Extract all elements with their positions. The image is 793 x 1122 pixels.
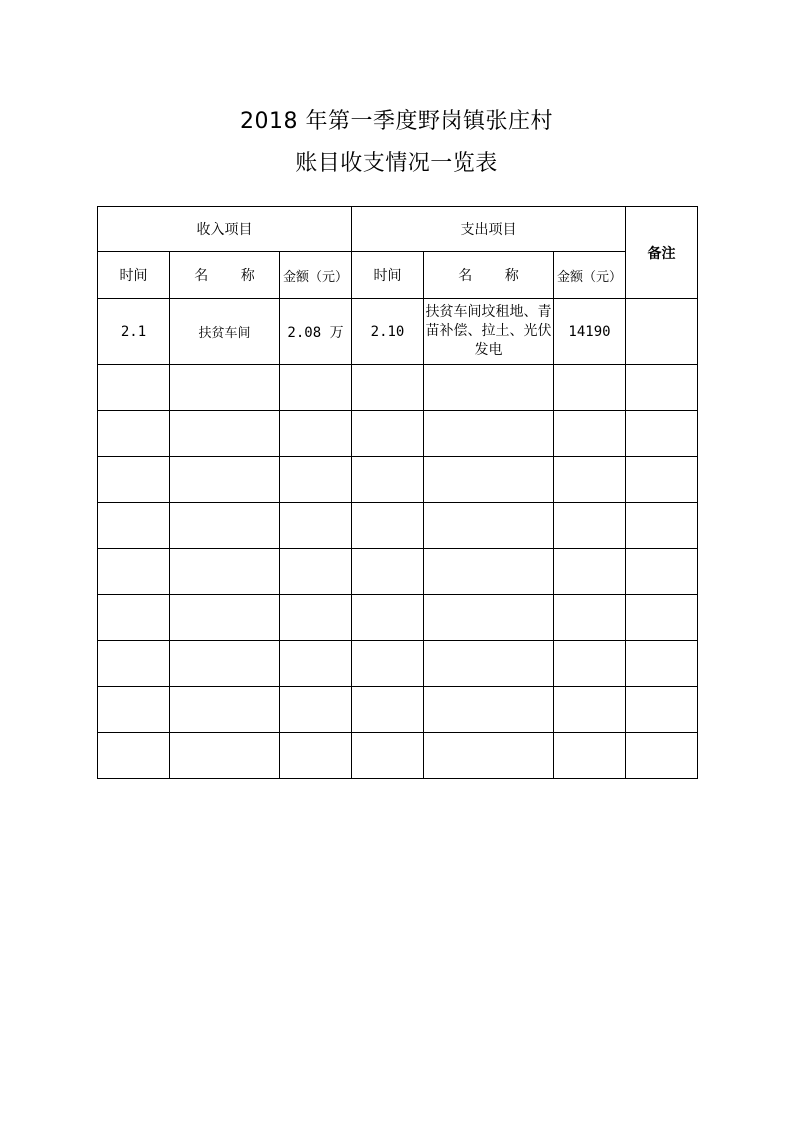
empty-cell xyxy=(280,411,352,457)
empty-cell xyxy=(170,549,280,595)
empty-cell xyxy=(424,503,554,549)
empty-cell xyxy=(170,503,280,549)
empty-cell xyxy=(170,595,280,641)
expense-group-header: 支出项目 xyxy=(352,207,626,252)
empty-cell xyxy=(424,641,554,687)
income-group-header: 收入项目 xyxy=(98,207,352,252)
empty-cell xyxy=(170,641,280,687)
empty-cell xyxy=(626,641,698,687)
empty-cell xyxy=(280,641,352,687)
expense-amount-cell: 14190 xyxy=(554,299,626,365)
table-row xyxy=(98,641,698,687)
empty-cell xyxy=(98,411,170,457)
empty-cell xyxy=(98,641,170,687)
remark-header: 备注 xyxy=(626,207,698,299)
income-name-header: 名 称 xyxy=(170,252,280,299)
empty-cell xyxy=(554,411,626,457)
empty-cell xyxy=(170,687,280,733)
remark-cell xyxy=(626,299,698,365)
empty-cell xyxy=(280,733,352,779)
empty-cell xyxy=(352,457,424,503)
expense-time-header: 时间 xyxy=(352,252,424,299)
expense-time-cell: 2.10 xyxy=(352,299,424,365)
empty-cell xyxy=(554,549,626,595)
empty-cell xyxy=(424,457,554,503)
empty-cell xyxy=(170,733,280,779)
table-row xyxy=(98,503,698,549)
empty-cell xyxy=(352,411,424,457)
document-title-line2: 账目收支情况一览表 xyxy=(295,151,498,176)
empty-cell xyxy=(98,457,170,503)
table-row xyxy=(98,595,698,641)
document-title-line1: 2018 年第一季度野岗镇张庄村 xyxy=(240,109,553,134)
empty-cell xyxy=(554,733,626,779)
empty-cell xyxy=(98,733,170,779)
column-header-row xyxy=(98,252,698,299)
table-row xyxy=(98,411,698,457)
empty-cell xyxy=(626,595,698,641)
empty-cell xyxy=(352,549,424,595)
table-row xyxy=(98,365,698,411)
table-row xyxy=(98,299,698,365)
empty-cell xyxy=(554,365,626,411)
empty-cell xyxy=(170,411,280,457)
empty-cell xyxy=(626,687,698,733)
empty-cell xyxy=(626,503,698,549)
empty-cell xyxy=(554,457,626,503)
table-row xyxy=(98,457,698,503)
empty-cell xyxy=(626,457,698,503)
empty-cell xyxy=(280,549,352,595)
empty-cell xyxy=(554,641,626,687)
empty-cell xyxy=(352,641,424,687)
empty-cell xyxy=(424,549,554,595)
empty-cell xyxy=(424,733,554,779)
income-time-cell: 2.1 xyxy=(98,299,170,365)
empty-cell xyxy=(98,365,170,411)
ledger-table xyxy=(97,206,698,779)
table-row xyxy=(98,687,698,733)
empty-cell xyxy=(554,503,626,549)
empty-cell xyxy=(98,503,170,549)
table-row xyxy=(98,549,698,595)
empty-cell xyxy=(98,549,170,595)
empty-cell xyxy=(352,503,424,549)
empty-cell xyxy=(352,365,424,411)
empty-cell xyxy=(554,687,626,733)
empty-cell xyxy=(424,595,554,641)
empty-cell xyxy=(626,365,698,411)
empty-cell xyxy=(626,411,698,457)
empty-cell xyxy=(280,365,352,411)
income-amount-cell: 2.08 万 xyxy=(280,299,352,365)
empty-cell xyxy=(352,687,424,733)
empty-cell xyxy=(424,411,554,457)
empty-cell xyxy=(626,549,698,595)
empty-cell xyxy=(424,687,554,733)
empty-cell xyxy=(280,595,352,641)
income-amount-header: 金额（元） xyxy=(280,252,352,299)
empty-cell xyxy=(554,595,626,641)
empty-cell xyxy=(626,733,698,779)
empty-cell xyxy=(280,687,352,733)
group-header-row xyxy=(98,207,698,252)
empty-cell xyxy=(170,457,280,503)
expense-name-cell: 扶贫车间坟租地、青苗补偿、拉土、光伏发电 xyxy=(424,299,554,365)
income-name-cell: 扶贫车间 xyxy=(170,299,280,365)
income-time-header: 时间 xyxy=(98,252,170,299)
expense-amount-header: 金额（元） xyxy=(554,252,626,299)
empty-cell xyxy=(98,595,170,641)
empty-cell xyxy=(280,457,352,503)
expense-name-header: 名 称 xyxy=(424,252,554,299)
empty-cell xyxy=(352,595,424,641)
empty-cell xyxy=(352,733,424,779)
empty-cell xyxy=(170,365,280,411)
table-row xyxy=(98,733,698,779)
empty-cell xyxy=(98,687,170,733)
empty-cell xyxy=(424,365,554,411)
empty-cell xyxy=(280,503,352,549)
